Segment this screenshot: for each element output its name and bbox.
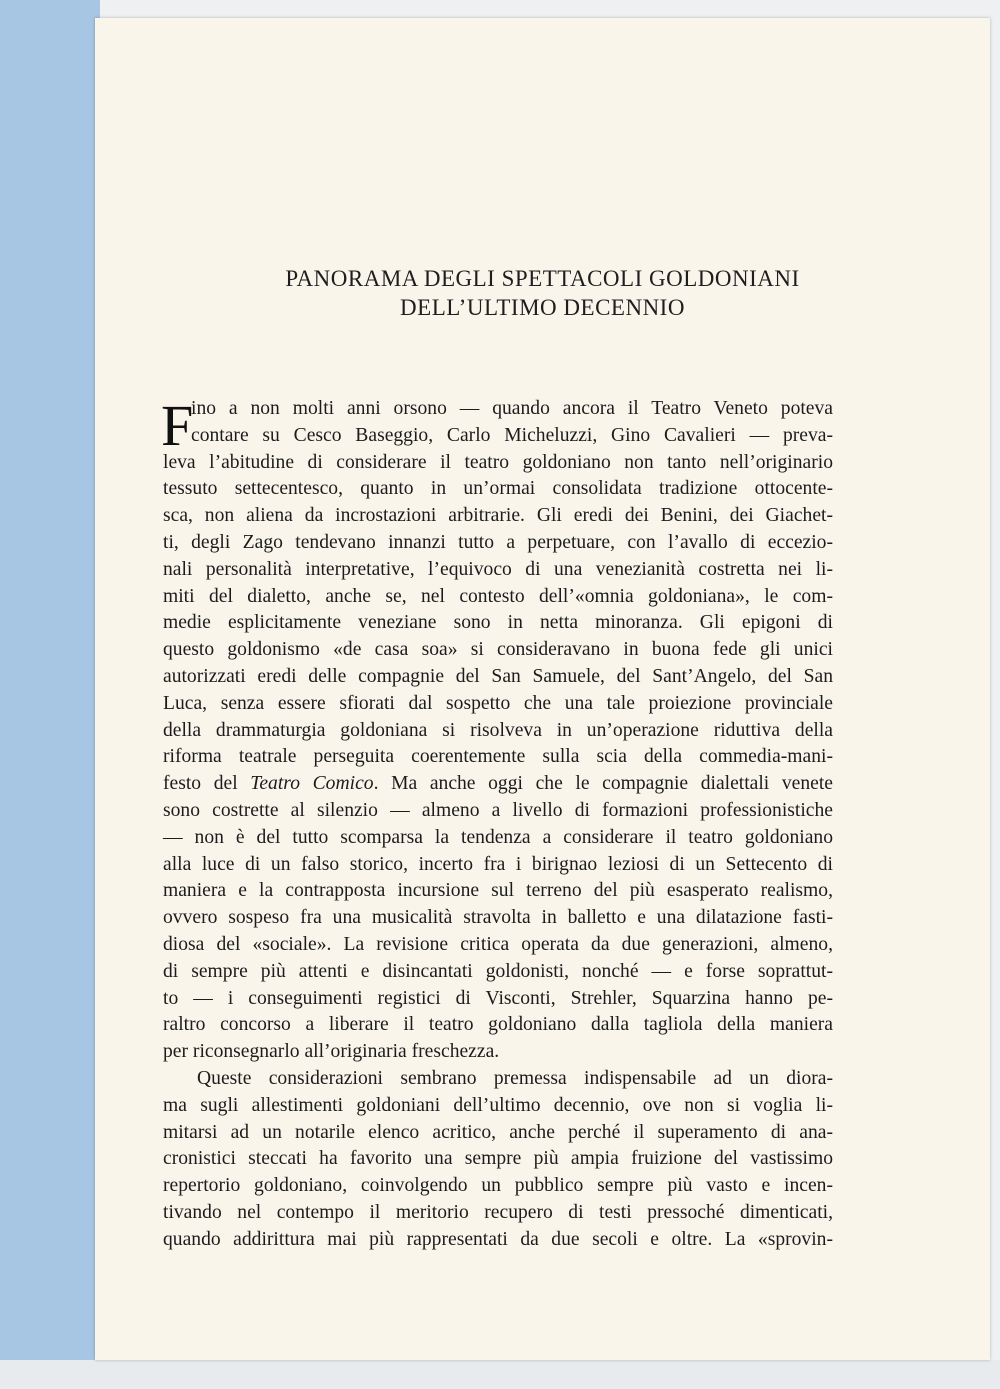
text-line: ino a non molti anni orsono — quando ancora il Teatro Veneto poteva xyxy=(191,398,833,419)
drop-cap: F xyxy=(161,393,194,458)
text-line: di sempre più attenti e disincantati goldonisti, nonché — e forse soprattut- xyxy=(163,960,833,982)
text-line: autorizzati eredi delle compagnie del San Samuele, del Sant’Angelo, del San xyxy=(163,665,833,687)
text-line: miti del dialetto, anche se, nel contesto dell’«omnia goldoniana», le com- xyxy=(163,585,833,607)
text-line: sca, non aliena da incrostazioni arbitrarie. Gli eredi dei Benini, dei Giachet- xyxy=(163,505,833,527)
text-line: — non è del tutto scomparsa la tendenza a considerare il teatro goldoniano xyxy=(163,826,833,848)
document-page xyxy=(95,18,990,1360)
text-line: tessuto settecentesco, quanto in un’ormai consolidata tradizione ottocente- xyxy=(163,478,833,500)
italic-title-teatro-comico: Teatro Comico xyxy=(250,773,374,795)
text-line: diosa del «sociale». La revisione critica operata da due generazioni, almeno, xyxy=(163,933,833,955)
text-line: raltro concorso a liberare il teatro goldoniano dalla tagliola della maniera xyxy=(163,1014,833,1036)
text-line: ma sugli allestimenti goldoniani dell’ultimo decennio, ove non si voglia li- xyxy=(163,1094,833,1116)
text-fragment: festo del xyxy=(163,773,251,795)
text-line: riforma teatrale perseguita coerentemente sulla scia della commedia-mani- xyxy=(163,746,833,768)
text-line xyxy=(163,771,833,798)
title-line-2: DELL’ULTIMO DECENNIO xyxy=(400,295,685,320)
text-line: ti, degli Zago tendevano innanzi tutto a perpetuare, con l’avallo di eccezio- xyxy=(163,531,833,553)
text-line: per riconsegnarlo all’originaria freschezza. xyxy=(163,1041,500,1063)
text-line: to — i conseguimenti registici di Visconti, Strehler, Squarzina hanno pe- xyxy=(163,987,833,1009)
text-line: questo goldonismo «de casa soa» si consideravano in buona fede gli unici xyxy=(163,639,833,661)
text-line: della drammaturgia goldoniana si risolveva in un’operazione riduttiva della xyxy=(163,719,833,741)
text-line: medie esplicitamente veneziane sono in netta minoranza. Gli epigoni di xyxy=(163,612,833,634)
text-line: tivando nel contempo il meritorio recupero di testi pressoché dimenticati, xyxy=(163,1201,833,1223)
text-line: contare su Cesco Baseggio, Carlo Micheluzzi, Gino Cavalieri — preva- xyxy=(191,424,833,446)
text-line: Luca, senza essere sfiorati dal sospetto che una tale proiezione provinciale xyxy=(163,692,833,714)
body-text xyxy=(161,393,833,1254)
scan-background xyxy=(0,1360,1000,1389)
text-fragment: . Ma anche oggi che le compagnie dialettali venete xyxy=(373,773,833,795)
text-line: quando addirittura mai più rappresentati da due secoli e oltre. La «sprovin- xyxy=(163,1228,833,1250)
text-line: maniera e la contrapposta incursione sul terreno del più esasperato realismo, xyxy=(163,880,833,902)
text-line: mitarsi ad un notarile elenco acritico, anche perché il superamento di ana- xyxy=(163,1121,833,1143)
text-line: Queste considerazioni sembrano premessa indispensabile ad un diora- xyxy=(197,1067,833,1089)
text-line: nali personalità interpretative, l’equivoco di una venezianità costretta nei li- xyxy=(163,558,833,580)
blue-cover-edge xyxy=(0,0,100,1389)
text-line: ovvero sospeso fra una musicalità stravolta in balletto e una dilatazione fasti- xyxy=(163,907,833,929)
text-line: leva l’abitudine di considerare il teatro goldoniano non tanto nell’originario xyxy=(163,451,833,473)
text-line: repertorio goldoniano, coinvolgendo un pubblico sempre più vasto e incen- xyxy=(163,1175,833,1197)
title-line-1: PANORAMA DEGLI SPETTACOLI GOLDONIANI xyxy=(285,266,800,291)
page-title xyxy=(95,264,990,322)
text-line: cronistici steccati ha favorito una sempre più ampia fruizione del vastissimo xyxy=(163,1148,833,1170)
text-line: alla luce di un falso storico, incerto fra i birignao leziosi di un Settecento di xyxy=(163,853,833,875)
text-line: sono costrette al silenzio — almeno a livello di formazioni professionistiche xyxy=(163,799,833,821)
